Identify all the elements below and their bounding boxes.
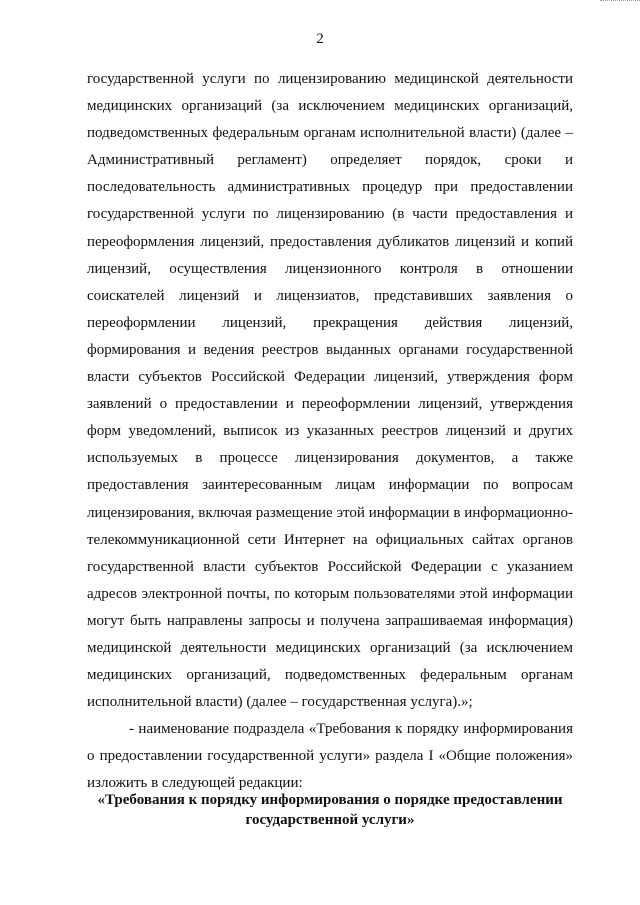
paragraph-continuation: государственной услуги по лицензированию медицинской деятельности медицинских организаций (за исключением медицинских организаций, подведомственных федеральным органам исполнительной власти) (далее – Административный регламент) определяет порядок, сроки и последовательность административных процедур при предоставлении государственной услуги по лицензированию (в части предоставления и переоформления лицензий, предоставления дубликатов лицензий и копий лицензий, осуществления лицензионного контроля в отношении соискателей лицензий и лицензиатов, представивших заявления о переоформлении лицензий, прекращения действия лицензий, формирования и ведения реестров выданных органами государственной власти субъектов Российской Федерации лицензий, утверждения форм заявлений о предоставлении и переоформлении лицензий, утверждения форм уведомлений, выписок из указанных реестров лицензий и других используемых в процессе лицензирования документов, а также предоставления заинтересованным лицам информации по вопросам лицензирования, включая размещение этой информации в информационно-телекоммуникационной сети Интернет на официальных сайтах органов государственной власти субъектов Российской Федерации с указанием адресов электронной почты, по которым пользователями этой информации могут быть направлены запросы и получена запрашиваемая информация) медицинской деятельности медицинских организаций (за исключением медицинских организаций, подведомственных федеральным органам исполнительной власти) (далее – государственная услуга).»; xyxy=(87,71,573,711)
document-body xyxy=(87,66,573,798)
page-number: 2 xyxy=(316,31,324,47)
section-heading: «Требования к порядку информирования о порядке предоставлении государственной услуги» xyxy=(97,792,563,828)
paragraph-amendment: - наименование подраздела «Требования к порядку информирования о предоставлении государственной услуги» раздела I «Общие положения» изложить в следующей редакции: xyxy=(87,721,573,792)
scan-edge-mark xyxy=(600,0,640,6)
